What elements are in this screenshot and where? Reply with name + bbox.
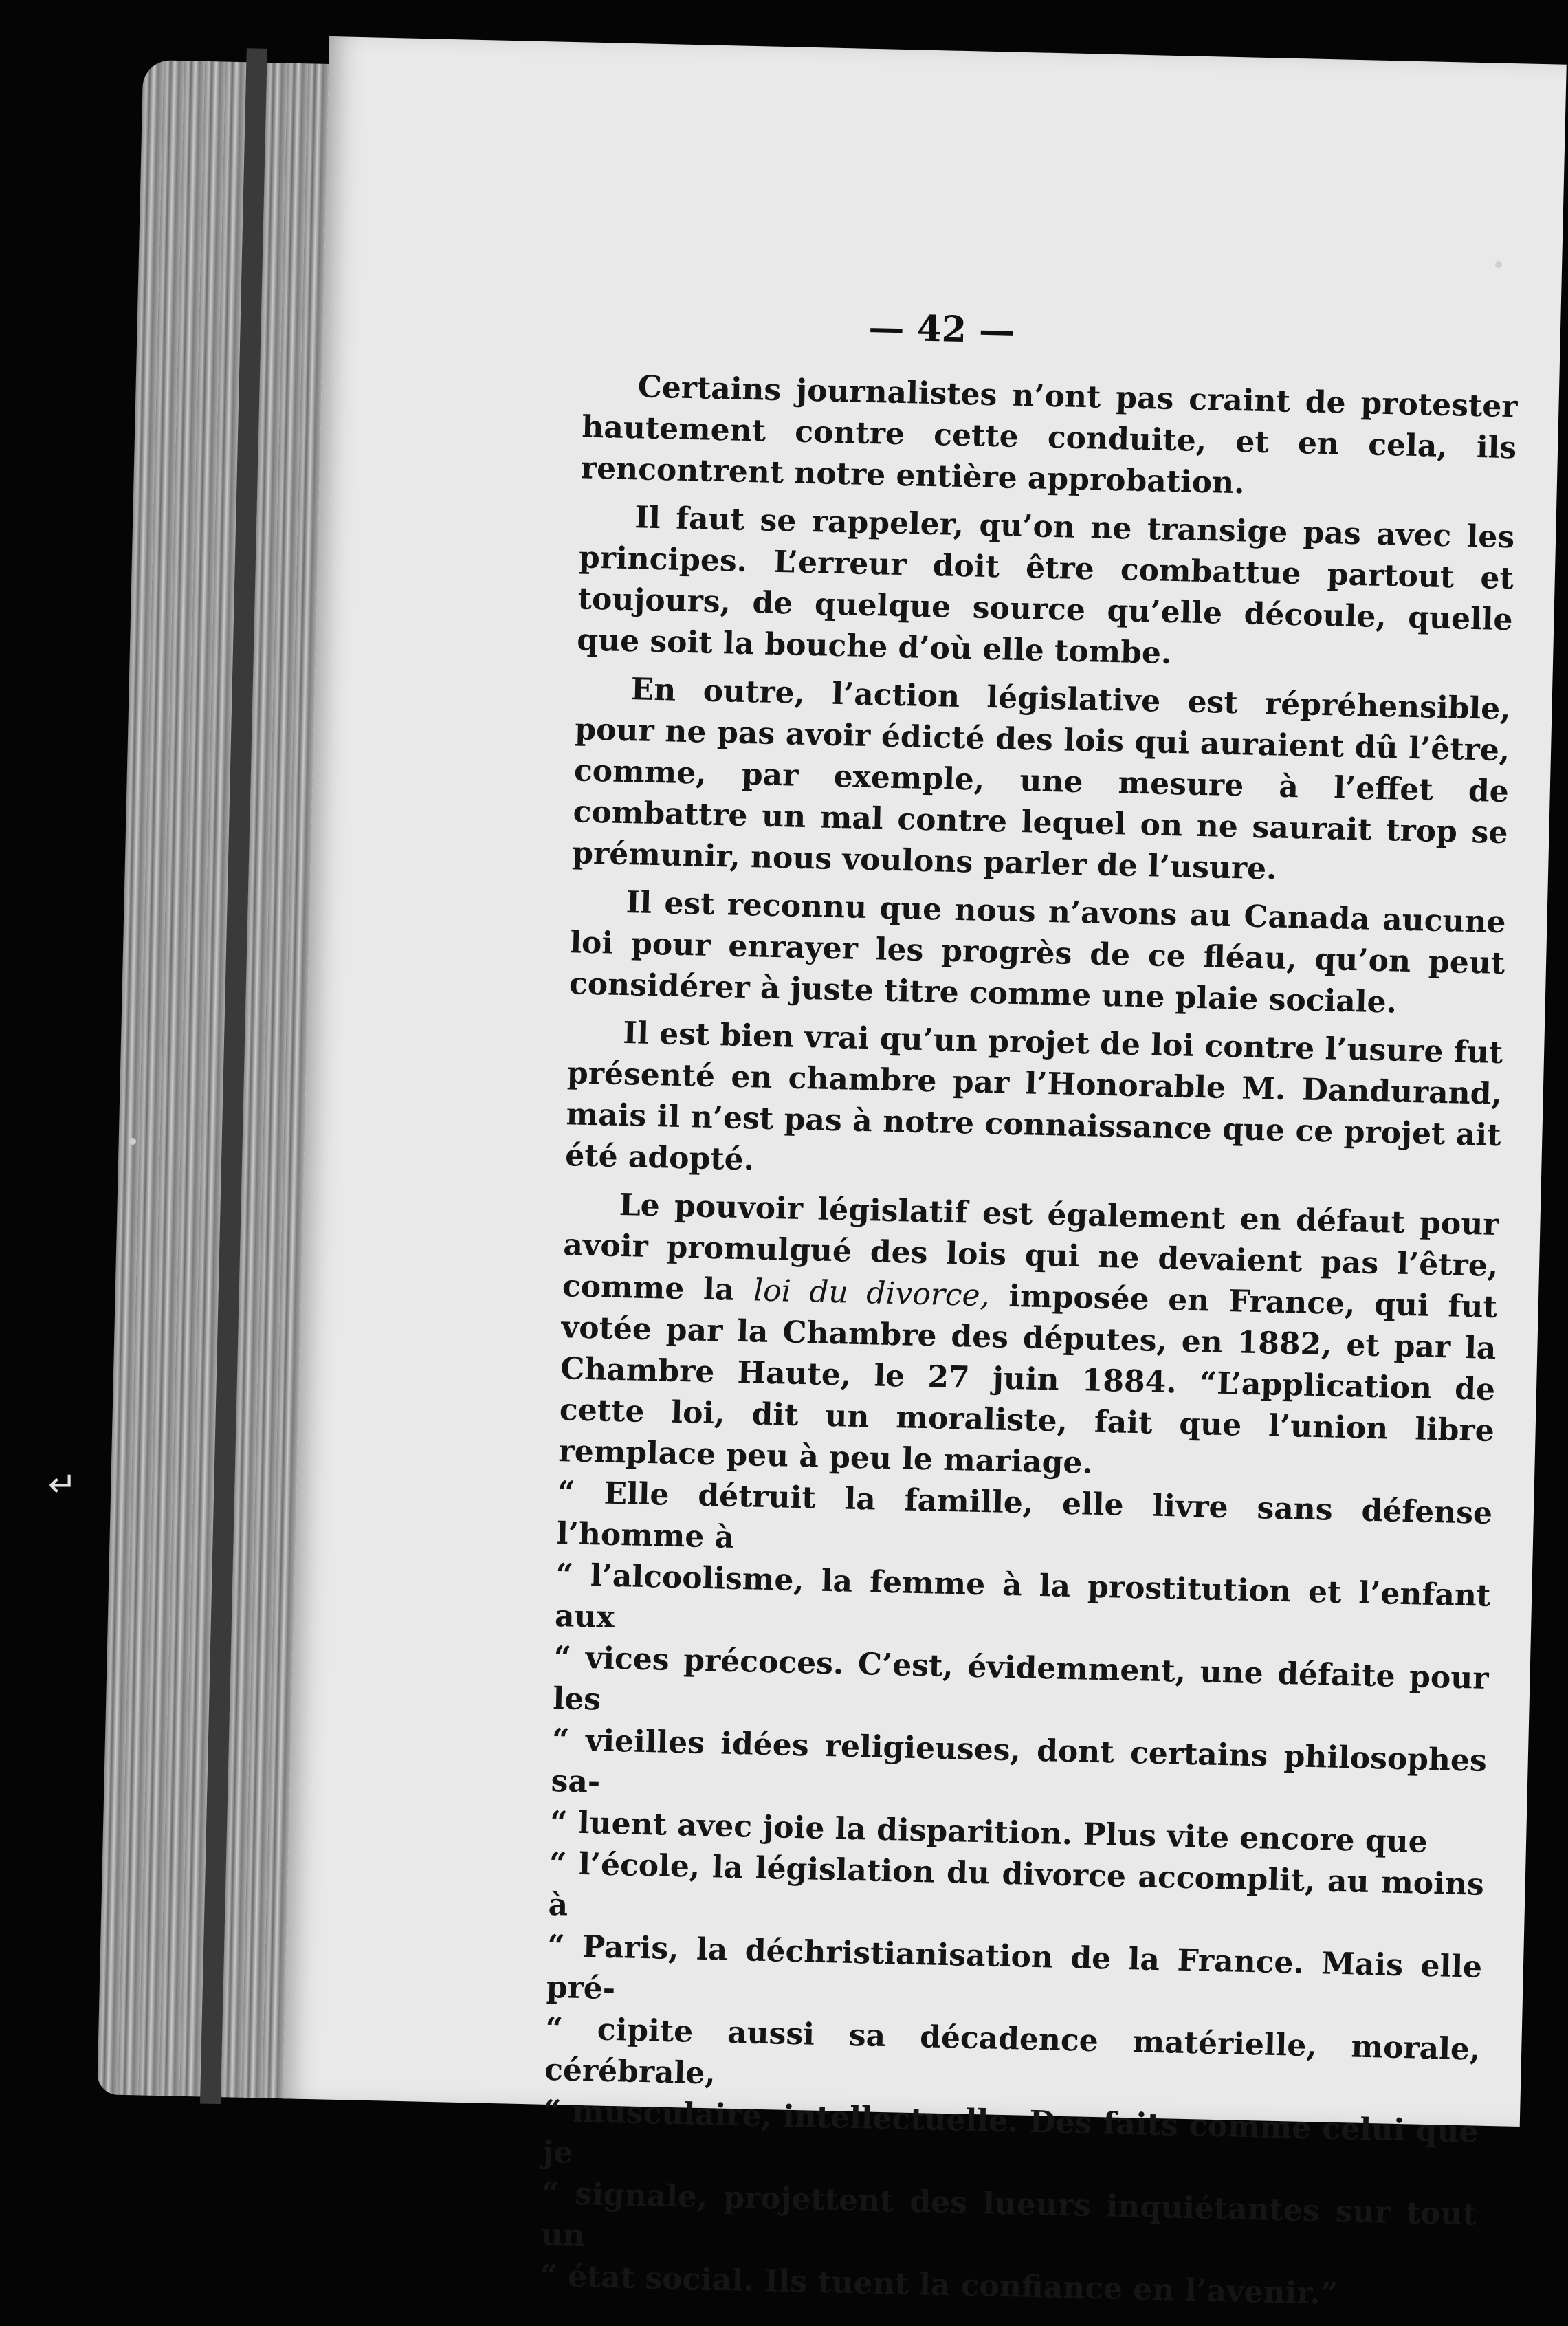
quote-line: “ état social. Ils tuent la confiance en l’avenir.” (539, 2258, 1338, 2312)
quote-line: “ Paris, la déchristianisation de la France. Mais elle pré- (546, 1928, 1483, 2007)
quote-line: “ cipite aussi sa décadence matérielle, morale, cérébrale, (544, 2010, 1481, 2092)
paragraph: Il est reconnu que nous n’avons au Canada aucune loi pour enrayer les progrès de ce fléau, qu’on peut considérer à juste titre comme une plaie sociale. (568, 885, 1507, 1020)
quote-line: “ vices précoces. C’est, évidemment, une défaite pour les (552, 1639, 1490, 1718)
margin-mark-icon: ↵ (48, 1464, 77, 1504)
quote-line: “ l’école, la législation du divorce accomplit, au moins à (548, 1845, 1485, 1923)
page-body (539, 365, 1518, 2325)
paragraph-intro: Le pouvoir législatif est également en défaut pour avoir promulgué des lois qui ne devaient pas l’être, comme la (562, 1187, 1500, 1308)
quote-line: “ luent avec joie la disparition. Plus vite encore que (549, 1804, 1428, 1860)
quote-line: “ l’alcoolisme, la femme à la prostitution et l’enfant aux (554, 1557, 1491, 1635)
paragraph: En outre, l’action législative est répréhensible, pour ne pas avoir édicté des lois qui auraient dû l’être, comme, par exemple, une mesure à l’effet de combattre un mal contre lequel on ne saurait trop se prémunir, nous voulons parler de l’usure. (571, 672, 1512, 887)
quote-line: “ signale, projettent des lueurs inquiétantes sur tout un (540, 2175, 1477, 2254)
quote-line: “ musculaire, intellectuelle. Des faits comme celui que je (542, 2093, 1479, 2171)
paragraph-rest: imposée en France, qui fut votée par la Chambre des députes, en 1882, et par la Chambre Haute, le 27 juin 1884. “L’application de cette loi, dit un moraliste, fait que l’union libre remplace peu à peu le mariage. (558, 1278, 1498, 1481)
paragraph: Il est bien vrai qu’un projet de loi contre l’usure fut présenté en chambre par l’Honorable M. Dandurand, mais il n’est pas à notre connaissance que ce projet ait été adopté. (564, 1016, 1503, 1178)
paragraph-divorce (540, 1183, 1499, 2318)
book-scan (97, 32, 1568, 2312)
dust-speck (129, 1138, 136, 1145)
paragraph: Il faut se rappeler, qu’on ne transige pas avec les principes. L’erreur doit être combattue partout et toujours, de quelque source qu’elle découle, quelle que soit la bouche d’où elle tombe. (576, 500, 1515, 671)
paragraph: Certains journalistes n’ont pas craint de protester hautement contre cette conduite, et en cela, ils rencontrent notre entière approbation. (580, 369, 1519, 501)
quote-line: “ Elle détruit la famille, elle livre sans défense l’homme à (556, 1475, 1493, 1555)
italic-phrase: loi du divorce, (753, 1273, 991, 1314)
page-number: — 42 — (868, 306, 1015, 352)
dust-speck (1495, 261, 1502, 268)
book-page (283, 36, 1567, 2312)
quote-line: “ vieilles idées religieuses, dont certains philosophes sa- (551, 1722, 1488, 1800)
